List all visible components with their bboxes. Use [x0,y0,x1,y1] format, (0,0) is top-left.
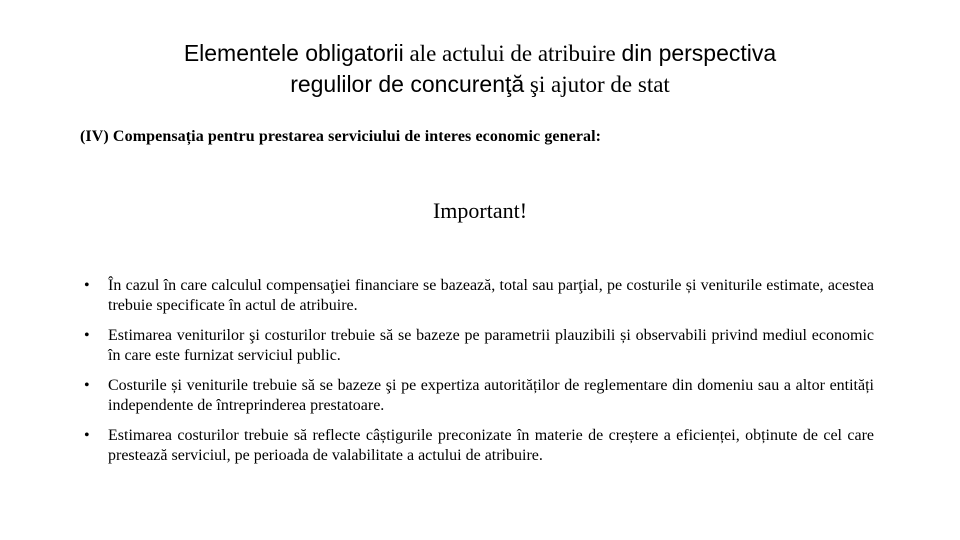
bullet-icon: • [84,277,90,294]
title-part-1: Elementele obligatorii [183,40,404,66]
bullet-icon: • [84,427,90,444]
bullet-text: Estimarea veniturilor şi costurilor trebuie să se bazeze pe parametrii plauzibili și observabili privind mediul economic în care este furnizat serviciul public. [108,327,874,364]
title-part-3: din perspectiva [621,40,777,66]
important-label: Important! [432,198,528,223]
title-part-5: şi ajutor de stat [524,72,670,97]
bullet-item-1 [84,276,874,316]
bullet-text: Costurile și veniturile trebuie să se bazeze şi pe expertiza autorităților de reglementare din domeniu sau a altor entități independente de întreprinderea prestatoare. [108,377,874,414]
section-heading: (IV) Compensația pentru prestarea serviciului de interes economic general: [80,128,602,145]
slide-title [60,38,900,100]
title-part-2: ale actului de atribuire [403,41,622,66]
bullet-item-4 [84,426,874,466]
bullet-text: În cazul în care calculul compensaţiei financiare se bazează, total sau parţial, pe costurile și veniturile estimate, acestea trebuie specificate în actul de atribuire. [108,277,874,314]
bullet-icon: • [84,377,90,394]
title-part-4: regulilor de concurenţă [290,71,525,97]
bullet-text: Estimarea costurilor trebuie să reflecte câștigurile preconizate în materie de creștere a eficienței, obținute de cel care prestează serviciul, pe perioada de valabilitate a actului de atribuire. [108,427,874,464]
bullet-icon: • [84,327,90,344]
bullet-item-2 [84,326,874,366]
bullet-list [84,276,874,476]
bullet-item-3 [84,376,874,416]
